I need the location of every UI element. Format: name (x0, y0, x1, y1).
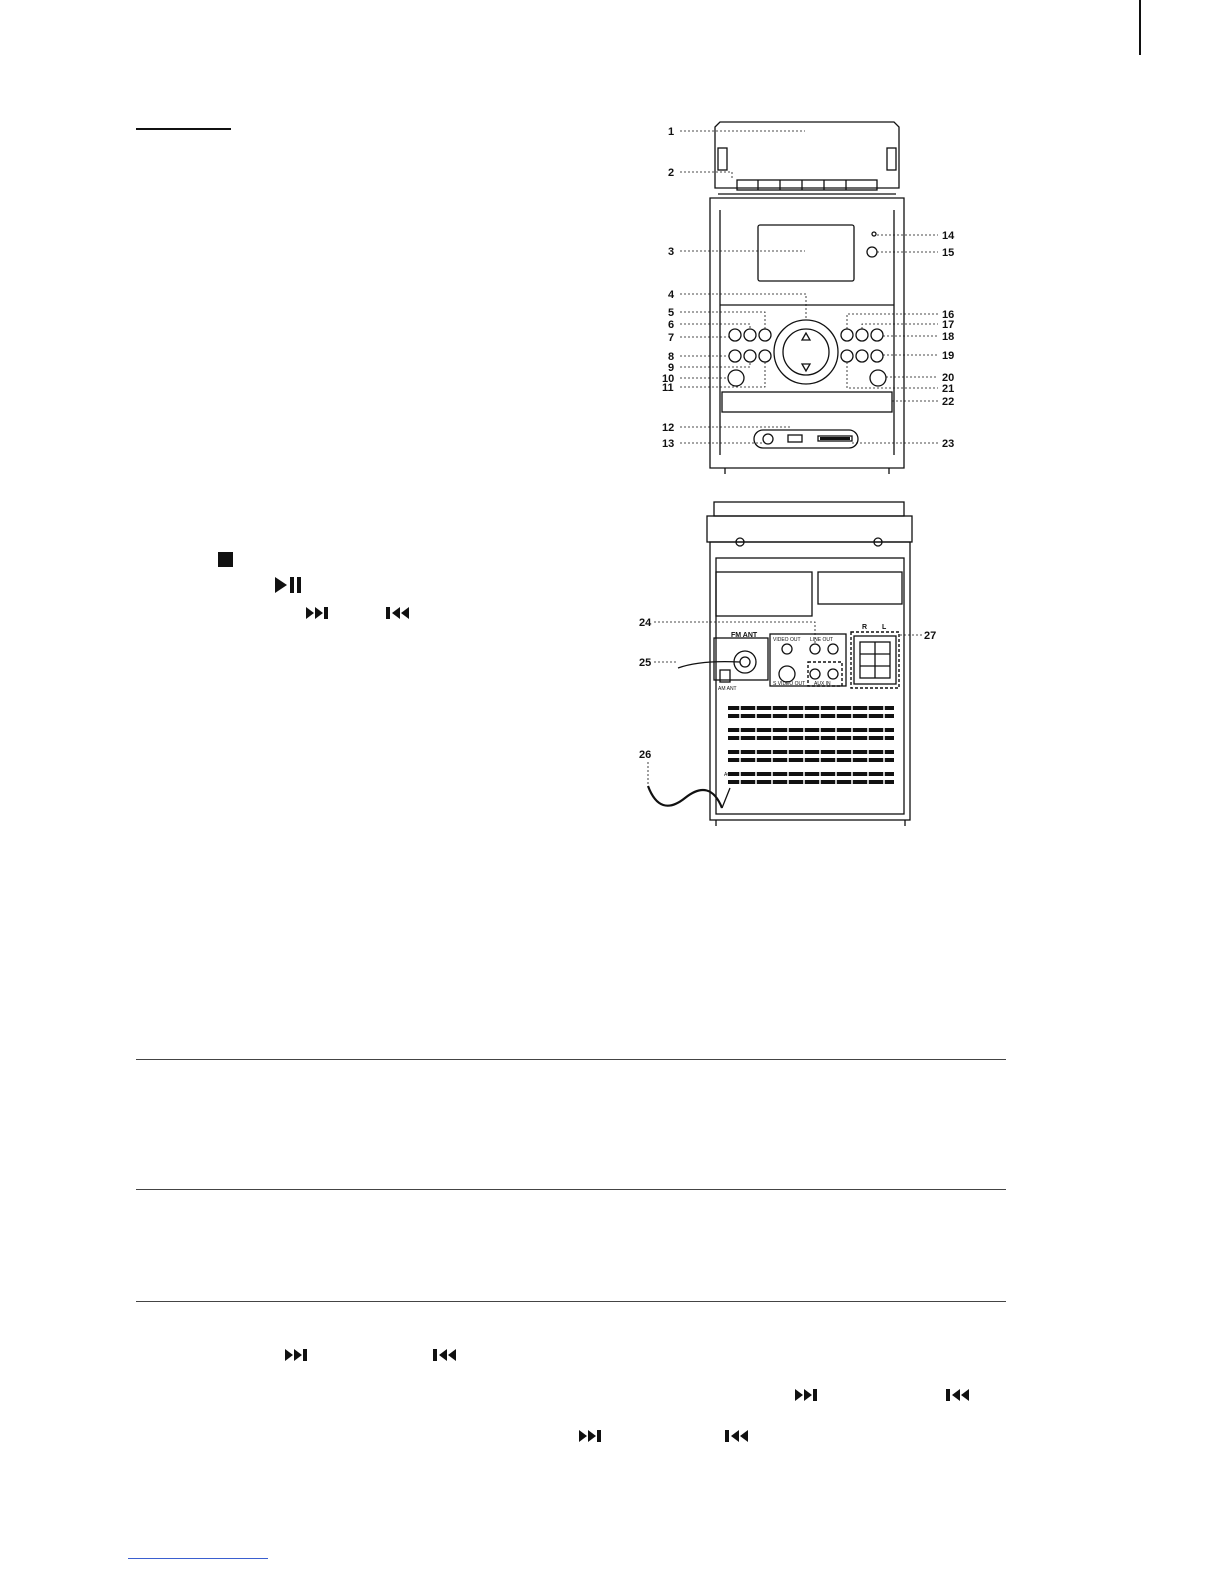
rear-panel-diagram (630, 498, 970, 833)
fm-ant-label: FM ANT (731, 632, 758, 639)
skip-next-icon (284, 1346, 310, 1364)
stop-icon (217, 550, 234, 568)
speaker-r-label: R (862, 624, 868, 631)
aux-in-label: AUX IN (814, 681, 831, 687)
callout-4: 4 (668, 289, 675, 301)
callout-14: 14 (942, 230, 955, 242)
callout-24: 24 (639, 617, 652, 629)
callout-16: 16 (942, 309, 955, 321)
play-pause-icon (273, 576, 303, 594)
callout-9: 9 (668, 362, 675, 374)
s-video-out-label: S VIDEO OUT (773, 681, 806, 687)
callout-1: 1 (668, 126, 675, 138)
callout-23: 23 (942, 438, 955, 450)
page-edge-rule (1139, 0, 1141, 55)
skip-next-icon (578, 1427, 604, 1445)
skip-previous-icon (724, 1427, 750, 1445)
heading-underline (136, 128, 231, 130)
callout-26: 26 (639, 749, 652, 761)
callout-13: 13 (662, 438, 675, 450)
callout-27: 27 (924, 630, 937, 642)
callout-21: 21 (942, 383, 955, 395)
skip-next-icon (305, 604, 331, 622)
video-out-label: VIDEO OUT (773, 637, 801, 643)
line-out-label: LINE OUT (810, 637, 834, 643)
skip-next-icon (794, 1386, 820, 1404)
am-ant-label: AM ANT (718, 686, 737, 692)
callout-7: 7 (668, 332, 675, 344)
callout-11: 11 (662, 382, 674, 394)
ac-label: AC~ (724, 772, 734, 778)
callout-17: 17 (942, 319, 955, 331)
section-divider (136, 1189, 1006, 1190)
skip-previous-icon (385, 604, 411, 622)
callout-3: 3 (668, 246, 675, 258)
front-panel-diagram (640, 110, 980, 480)
callout-2: 2 (668, 167, 675, 179)
callout-20: 20 (942, 372, 955, 384)
callout-8: 8 (668, 351, 675, 363)
callout-6: 6 (668, 319, 675, 331)
section-divider (136, 1059, 1006, 1060)
callout-22: 22 (942, 396, 955, 408)
speaker-l-label: L (882, 624, 887, 631)
callout-10: 10 (662, 373, 675, 385)
callout-19: 19 (942, 350, 955, 362)
section-divider (136, 1301, 1006, 1302)
footer-link-underline[interactable] (128, 1558, 268, 1559)
callout-25: 25 (639, 657, 652, 669)
callout-12: 12 (662, 422, 675, 434)
callout-18: 18 (942, 331, 955, 343)
callout-15: 15 (942, 247, 955, 259)
skip-previous-icon (945, 1386, 971, 1404)
skip-previous-icon (432, 1346, 458, 1364)
callout-5: 5 (668, 307, 675, 319)
